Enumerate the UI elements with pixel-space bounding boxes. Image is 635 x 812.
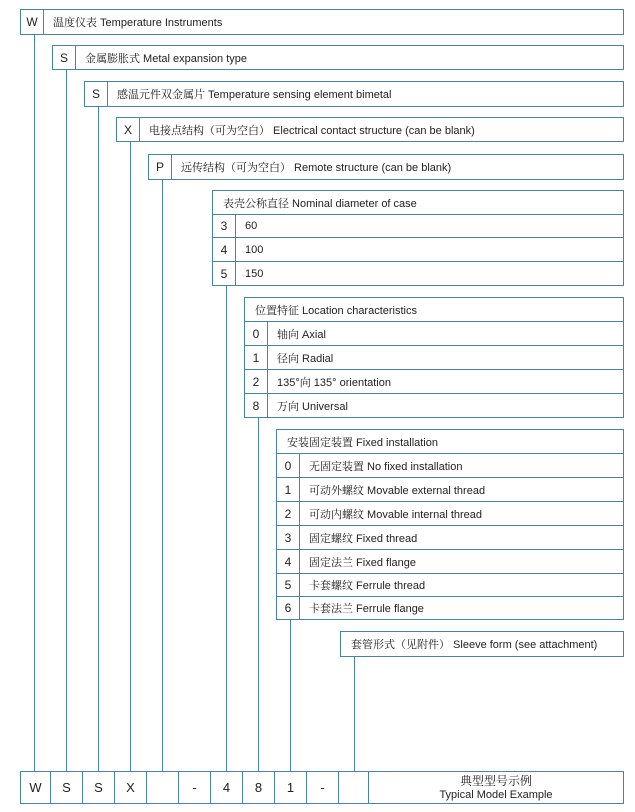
level-p-label: 远传结构（可为空白） Remote structure (can be blank) — [181, 162, 452, 174]
diameter-option-code: 4 — [213, 238, 236, 261]
diameter-option-row — [212, 214, 624, 238]
connector-line-s2 — [98, 107, 99, 771]
location-option-row — [244, 369, 624, 394]
connector-line-s1 — [66, 69, 67, 771]
level-w-label: 温度仪表 Temperature Instruments — [53, 17, 223, 29]
connector-line-location — [258, 417, 259, 771]
location-option-row — [244, 393, 624, 418]
installation-option-label: 无固定装置 No fixed installation — [309, 460, 463, 473]
location-option-code: 1 — [245, 346, 268, 369]
location-option-label: 135°向 135° orientation — [277, 376, 391, 389]
connector-line-p — [162, 179, 163, 771]
example-cell — [339, 772, 369, 803]
diameter-header-label: 表壳公称直径 Nominal diameter of case — [223, 197, 417, 210]
installation-option-code: 6 — [277, 597, 300, 619]
example-cell: - — [179, 772, 211, 803]
connector-line-x — [130, 141, 131, 771]
typical-model-example — [20, 771, 624, 804]
installation-option-row — [276, 549, 624, 574]
diameter-option-code: 3 — [213, 215, 236, 237]
level-s2-code: S — [85, 82, 108, 106]
location-option-code: 0 — [245, 322, 268, 345]
example-cell: X — [115, 772, 147, 803]
installation-option-code: 3 — [277, 526, 300, 549]
installation-option-code: 0 — [277, 454, 300, 477]
connector-line-w — [34, 35, 35, 771]
example-label-en: Typical Model Example — [439, 788, 553, 801]
location-option-label: 径向 Radial — [277, 352, 334, 365]
installation-option-row — [276, 501, 624, 526]
installation-option-code: 1 — [277, 478, 300, 501]
example-label — [369, 772, 623, 803]
location-option-code: 2 — [245, 370, 268, 393]
level-p-row — [148, 154, 624, 180]
installation-option-label: 可动外螺纹 Movable external thread — [309, 484, 486, 497]
installation-option-label: 固定法兰 Fixed flange — [309, 556, 416, 569]
location-option-row — [244, 321, 624, 346]
installation-header-label: 安装固定装置 Fixed installation — [287, 436, 438, 449]
installation-option-label: 可动内螺纹 Movable internal thread — [309, 508, 483, 521]
level-s2-row — [84, 81, 624, 107]
installation-option-label: 卡套法兰 Ferrule flange — [309, 603, 424, 615]
example-cell: - — [307, 772, 339, 803]
level-x-row — [116, 117, 624, 142]
level-w-code: W — [21, 10, 44, 34]
installation-option-row — [276, 453, 624, 478]
location-header — [244, 297, 624, 322]
example-cell: 1 — [275, 772, 307, 803]
location-option-code: 8 — [245, 394, 268, 417]
diameter-option-label: 150 — [245, 267, 264, 280]
location-option-row — [244, 345, 624, 370]
level-p-code: P — [149, 155, 172, 179]
location-option-label: 万向 Universal — [277, 400, 348, 413]
example-cell: 8 — [243, 772, 275, 803]
installation-option-label: 卡套螺纹 Ferrule thread — [309, 580, 426, 592]
level-w-row — [20, 9, 624, 35]
example-cell — [147, 772, 179, 803]
installation-option-code: 4 — [277, 550, 300, 573]
installation-option-row — [276, 525, 624, 550]
example-cell: W — [21, 772, 51, 803]
example-cell: S — [51, 772, 83, 803]
example-label-zh: 典型型号示例 — [459, 773, 532, 788]
diameter-option-code: 5 — [213, 262, 236, 285]
connector-line-sleeve — [354, 656, 355, 771]
installation-option-row — [276, 573, 624, 597]
sleeve-row — [340, 631, 624, 657]
location-option-label: 轴向 Axial — [277, 328, 326, 341]
level-x-code: X — [117, 118, 140, 141]
diameter-option-label: 100 — [245, 243, 264, 256]
level-s1-label: 金属膨胀式 Metal expansion type — [85, 52, 248, 65]
installation-option-label: 固定螺纹 Fixed thread — [309, 532, 418, 545]
diameter-option-row — [212, 237, 624, 262]
diameter-header — [212, 190, 624, 215]
level-s1-code: S — [53, 46, 76, 69]
connector-line-installation — [290, 619, 291, 771]
installation-option-row — [276, 477, 624, 502]
installation-option-code: 5 — [277, 574, 300, 596]
installation-header — [276, 429, 624, 454]
sleeve-label: 套管形式（见附件） Sleeve form (see attachment) — [351, 639, 598, 651]
example-cell: S — [83, 772, 115, 803]
level-x-label: 电接点结构（可为空白） Electrical contact structure (can be blank) — [149, 124, 475, 137]
connector-line-diameter — [226, 285, 227, 771]
diameter-option-label: 60 — [245, 220, 258, 232]
location-header-label: 位置特征 Location characteristics — [255, 304, 417, 317]
level-s2-label: 感温元件双金属片 Temperature sensing element bimetal — [117, 89, 392, 101]
level-s1-row — [52, 45, 624, 70]
diameter-option-row — [212, 261, 624, 286]
installation-option-code: 2 — [277, 502, 300, 525]
example-cell: 4 — [211, 772, 243, 803]
installation-option-row — [276, 596, 624, 620]
